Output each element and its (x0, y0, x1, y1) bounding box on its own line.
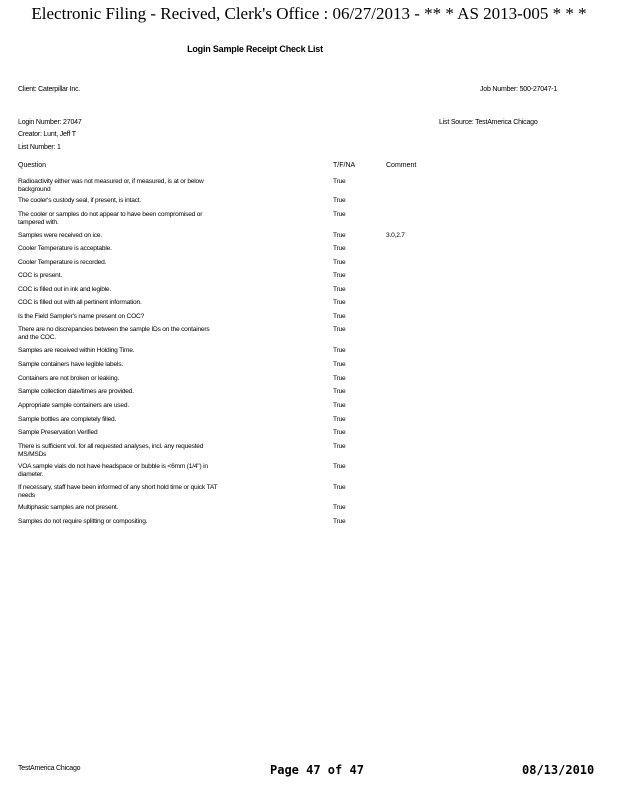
question-cell: There is sufficient vol. for all requested analyses, incl. any requested MS/MSDs (18, 443, 204, 458)
table-row (18, 388, 438, 396)
question-cell: Multiphasic samples are not present. (18, 504, 119, 511)
column-header-answer: T/F/NA (333, 162, 356, 169)
creator-label: Creator: Lunt, Jeff T (18, 131, 76, 138)
answer-cell: True (333, 375, 346, 382)
answer-cell: True (333, 245, 346, 252)
question-cell: COC is filled out with all pertinent information. (18, 299, 142, 306)
column-header-comment: Comment (386, 162, 417, 169)
question-cell: VOA sample vials do not have headspace or bubble is <6mm (1/4") in diameter. (18, 463, 208, 478)
answer-cell: True (333, 484, 346, 491)
question-cell: Sample collection date/times are provided. (18, 388, 134, 395)
question-cell: Containers are not broken or leaking. (18, 375, 120, 382)
answer-cell: True (333, 299, 346, 306)
answer-cell: True (333, 504, 346, 511)
column-header-question: Question (18, 162, 47, 169)
table-row (18, 286, 438, 294)
question-cell: COC is present. (18, 272, 62, 279)
answer-cell: True (333, 463, 346, 470)
client-label: Client: Caterpillar Inc. (18, 86, 81, 93)
question-cell: Radioactivity either was not measured or, if measured, is at or below background (18, 178, 204, 193)
answer-cell: True (333, 232, 346, 239)
table-row (18, 375, 438, 383)
table-row (18, 326, 438, 342)
question-cell: Samples do not require splitting or compositing. (18, 518, 148, 525)
question-cell: Samples were received on ice. (18, 232, 102, 239)
answer-cell: True (333, 313, 346, 320)
answer-cell: True (333, 286, 346, 293)
answer-cell: True (333, 518, 346, 525)
table-row (18, 232, 438, 240)
answer-cell: True (333, 429, 346, 436)
job-number-label: Job Number: 500-27047-1 (480, 86, 558, 93)
table-row (18, 272, 438, 280)
answer-cell: True (333, 402, 346, 409)
table-row (18, 259, 438, 267)
answer-cell: True (333, 178, 346, 185)
question-cell: COC is filled out in ink and legible. (18, 286, 112, 293)
table-row (18, 211, 438, 227)
list-source-label: List Source: TestAmerica Chicago (439, 119, 538, 126)
table-row (18, 504, 438, 512)
answer-cell: True (333, 388, 346, 395)
table-row (18, 416, 438, 424)
table-row (18, 443, 438, 459)
table-row (18, 518, 438, 526)
question-cell: The cooler's custody seal, if present, is intact. (18, 197, 142, 204)
question-cell: Sample bottles are completely filled. (18, 416, 117, 423)
table-row (18, 178, 438, 194)
table-row (18, 299, 438, 307)
filing-stamp-header: Electronic Filing - Recived, Clerk's Office : 06/27/2013 - ** * AS 2013-005 * * * (31, 4, 587, 23)
answer-cell: True (333, 197, 346, 204)
table-row (18, 463, 438, 479)
table-row (18, 197, 438, 205)
question-cell: Sample containers have legible labels. (18, 361, 123, 368)
comment-cell: 3.0,2.7 (386, 232, 405, 239)
table-row (18, 347, 438, 355)
answer-cell: True (333, 326, 346, 333)
footer-date: 08/13/2010 (522, 763, 595, 777)
answer-cell: True (333, 443, 346, 450)
table-row (18, 313, 438, 321)
login-number-label: Login Number: 27047 (18, 119, 82, 126)
table-row (18, 245, 438, 253)
question-cell: The cooler or samples do not appear to have been compromised or tampered with. (18, 211, 203, 226)
footer-page-number: Page 47 of 47 (270, 763, 364, 777)
answer-cell: True (333, 347, 346, 354)
answer-cell: True (333, 272, 346, 279)
answer-cell: True (333, 211, 346, 218)
answer-cell: True (333, 361, 346, 368)
answer-cell: True (333, 416, 346, 423)
list-number-label: List Number: 1 (18, 144, 61, 151)
question-cell: Samples are received within Holding Time. (18, 347, 135, 354)
table-row (18, 361, 438, 369)
footer-lab-name: TestAmerica Chicago (18, 765, 81, 772)
answer-cell: True (333, 259, 346, 266)
question-cell: Sample Preservation Verified (18, 429, 98, 436)
table-row (18, 429, 438, 437)
question-cell: Cooler Temperature is acceptable. (18, 245, 112, 252)
question-cell: Cooler Temperature is recorded. (18, 259, 107, 266)
question-cell: Appropriate sample containers are used. (18, 402, 129, 409)
question-cell: Is the Field Sampler's name present on COC? (18, 313, 145, 320)
question-cell: There are no discrepancies between the sample IDs on the containers and the COC. (18, 326, 210, 341)
question-cell: If necessary, staff have been informed of any short hold time or quick TAT needs (18, 484, 218, 499)
table-row (18, 402, 438, 410)
page-title: Login Sample Receipt Check List (187, 44, 323, 54)
table-row (18, 484, 438, 500)
